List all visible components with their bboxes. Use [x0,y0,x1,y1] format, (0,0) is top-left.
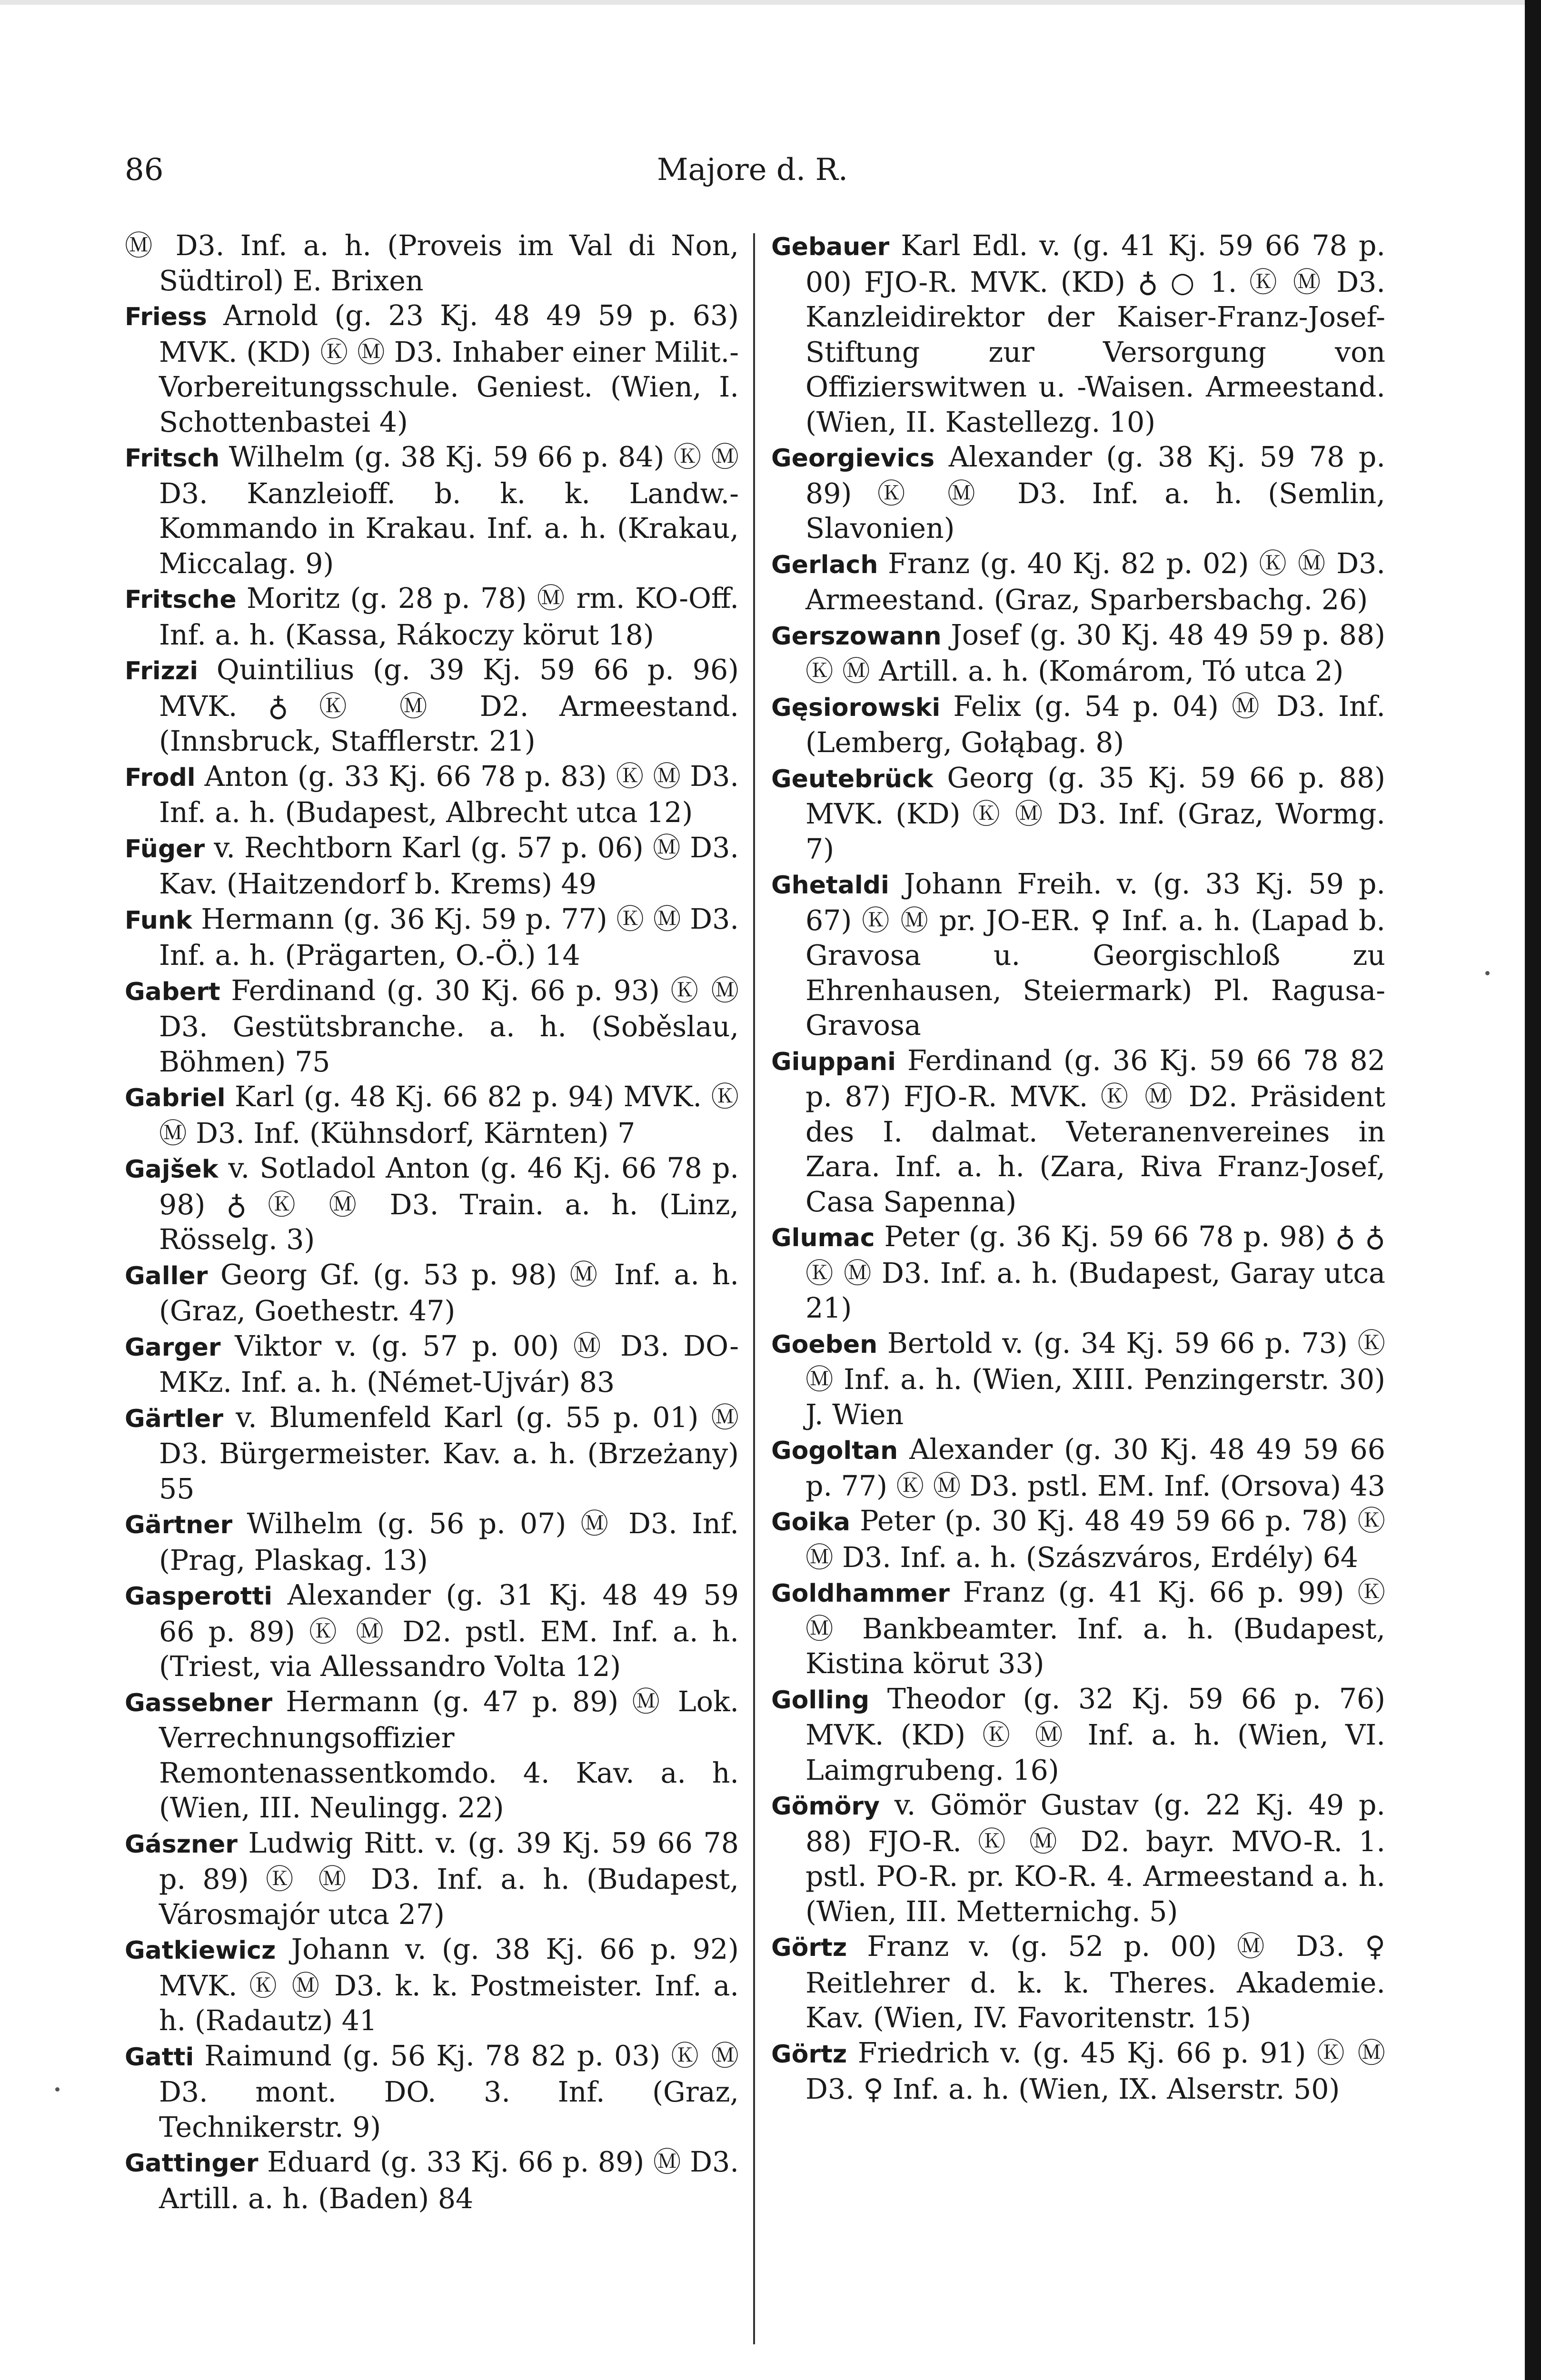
register-entry [771,689,1385,761]
entry-details: Karl Edl. v. (g. 41 Kj. 59 66 78 p. 00) FJO-R. MVK. (KD) ♁ ○ 1. Ⓚ Ⓜ D3. Kanzleidirektor der Kaiser-Franz-Josef-Stiftung zur Versorgung von Offizierswitwen u. -Waisen. Armeestand. (Wien, II. Kastellezg. 10) [805,229,1385,438]
entry-surname: Gatkiewicz [125,1936,276,1965]
entry-details: Arnold (g. 23 Kj. 48 49 59 p. 63) MVK. (KD) Ⓚ Ⓜ D3. Inhaber einer Milit.-Vorbereitungsschule. Geniest. (Wien, I. Schottenbastei 4) [159,299,739,438]
entry-surname: Gärtler [125,1404,224,1433]
entry-details: Ludwig Ritt. v. (g. 39 Kj. 59 66 78 p. 89) Ⓚ Ⓜ D3. Inf. a. h. (Budapest, Városmajór utca 27) [159,1826,739,1931]
entry-surname: Goeben [771,1330,878,1359]
entry-details: Peter (g. 36 Kj. 59 66 78 p. 98) ♁ ♁ Ⓚ Ⓜ D3. Inf. a. h. (Budapest, Garay utca 21) [805,1220,1385,1324]
register-entry [771,1575,1385,1682]
right-column [771,228,1385,2107]
register-entry [771,1043,1385,1220]
entry-surname: Görtz [771,2040,847,2069]
register-entry [771,1504,1385,1575]
entry-details: Raimund (g. 56 Kj. 78 82 p. 03) Ⓚ Ⓜ D3. mont. DO. 3. Inf. (Graz, Technikerstr. 9) [159,2039,739,2143]
entry-surname: Funk [125,906,192,935]
scan-speck [1485,971,1490,975]
entry-surname: Goika [771,1508,850,1537]
register-entry [771,546,1385,618]
entry-details: Johann v. (g. 38 Kj. 66 p. 92) MVK. Ⓚ Ⓜ D3. k. k. Postmeister. Inf. a. h. (Radautz) 41 [159,1933,739,2037]
scan-edge-right [1525,0,1541,2380]
entry-surname: Gerszowann [771,622,942,651]
entry-details: Wilhelm (g. 56 p. 07) Ⓜ D3. Inf. (Prag, Plaskag. 13) [159,1507,739,1577]
entry-details: Eduard (g. 33 Kj. 66 p. 89) Ⓜ D3. Artill. a. h. (Baden) 84 [159,2146,739,2215]
register-entry [771,2036,1385,2107]
entry-surname: Georgievics [771,444,935,473]
entry-surname: Galler [125,1261,208,1290]
register-entry [125,1329,739,1400]
entry-surname: Ghetaldi [771,871,889,900]
register-entry [125,759,739,831]
register-entry [125,1080,739,1151]
register-entry [771,1929,1385,2036]
register-entry [771,1788,1385,1929]
entry-details: Alexander (g. 30 Kj. 48 49 59 66 p. 77) Ⓚ Ⓜ D3. pstl. EM. Inf. (Orsova) 43 [805,1433,1385,1502]
entry-details: Alexander (g. 38 Kj. 59 78 p. 89) Ⓚ Ⓜ D3. Inf. a. h. (Semlin, Slavonien) [805,441,1385,545]
register-entry [771,440,1385,546]
entry-details: Felix (g. 54 p. 04) Ⓜ D3. Inf. (Lemberg, Gołąbag. 8) [805,690,1385,759]
entry-details: Peter (p. 30 Kj. 48 49 59 66 p. 78) Ⓚ Ⓜ D3. Inf. a. h. (Szászváros, Erdély) 64 [805,1505,1385,1574]
entry-surname: Gasperotti [125,1582,273,1611]
register-entry [771,761,1385,867]
entry-details: Hermann (g. 36 Kj. 59 p. 77) Ⓚ Ⓜ D3. Inf. a. h. (Prägarten, O.-Ö.) 14 [159,902,739,972]
scan-speck [55,2087,60,2092]
register-entry [771,1220,1385,1326]
entry-details: Georg Gf. (g. 53 p. 98) Ⓜ Inf. a. h. (Graz, Goethestr. 47) [159,1258,739,1327]
running-title: Majore d. R. [657,152,848,188]
entry-surname: Fritsche [125,585,237,614]
entry-surname: Gászner [125,1830,238,1859]
entry-details: Moritz (g. 28 p. 78) Ⓜ rm. KO-Off. Inf. a. h. (Kassa, Rákoczy körut 18) [159,582,739,651]
entry-surname: Gattinger [125,2149,258,2178]
entry-surname: Gerlach [771,550,878,579]
scan-edge-top [0,0,1541,5]
entry-details: Franz v. (g. 52 p. 00) Ⓜ D3. ♀ Reitlehrer d. k. k. Theres. Akademie. Kav. (Wien, IV. Favoritenstr. 15) [805,1930,1385,2034]
entry-details: Alexander (g. 31 Kj. 48 49 59 66 p. 89) Ⓚ Ⓜ D2. pstl. EM. Inf. a. h. (Triest, via Allessandro Volta 12) [159,1579,739,1683]
entry-details: Theodor (g. 32 Kj. 59 66 p. 76) MVK. (KD) Ⓚ Ⓜ Inf. a. h. (Wien, VI. Laimgrubeng. 16) [805,1682,1385,1786]
register-entry [125,440,739,581]
register-entry [125,2039,739,2145]
entry-surname: Gömöry [771,1792,880,1821]
register-entry [125,1400,739,1507]
entry-surname: Füger [125,834,205,863]
register-entry [771,228,1385,440]
entry-details: Ferdinand (g. 36 Kj. 59 66 78 82 p. 87) FJO-R. MVK. Ⓚ Ⓜ D2. Präsident des I. dalmat. Veteranenvereines in Zara. Inf. a. h. (Zara, Riva Franz-Josef, Casa Sapenna) [805,1044,1385,1218]
entry-details: Franz (g. 41 Kj. 66 p. 99) Ⓚ Ⓜ Bankbeamter. Inf. a. h. (Budapest, Kistina körut 33) [805,1576,1385,1680]
register-entry [125,1507,739,1578]
register-entry [771,1432,1385,1504]
entry-details: Franz (g. 40 Kj. 82 p. 02) Ⓚ Ⓜ D3. Armeestand. (Graz, Sparbersbachg. 26) [805,547,1385,616]
entry-details: Johann Freih. v. (g. 33 Kj. 59 p. 67) Ⓚ Ⓜ pr. JO-ER. ♀ Inf. a. h. (Lapad b. Gravosa u. Georgischloß zu Ehrenhausen, Steiermark) Pl. Ragusa-Gravosa [805,868,1385,1041]
register-entry [125,973,739,1080]
entry-surname: Görtz [771,1934,847,1962]
entry-details: Georg (g. 35 Kj. 59 66 p. 88) MVK. (KD) Ⓚ Ⓜ D3. Inf. (Graz, Wormg. 7) [805,761,1385,865]
entry-details: v. Gömör Gustav (g. 22 Kj. 49 p. 88) FJO-R. Ⓚ Ⓜ D2. bayr. MVO-R. 1. pstl. PO-R. pr. KO-R. 4. Armeestand a. h. (Wien, III. Metternichg. 5) [805,1789,1385,1928]
register-entry [125,1258,739,1329]
entry-surname: Gatti [125,2043,194,2072]
entry-surname: Gärtner [125,1511,233,1539]
register-entry [125,2145,739,2216]
register-entry [125,831,739,902]
entry-surname: Garger [125,1333,221,1362]
entry-surname: Gabert [125,977,220,1006]
entry-details: Friedrich v. (g. 45 Kj. 66 p. 91) Ⓚ Ⓜ D3. ♀ Inf. a. h. (Wien, IX. Alserstr. 50) [805,2036,1385,2105]
register-entry [125,1578,739,1685]
entry-surname: Gogoltan [771,1437,898,1465]
column-rule [753,233,755,2344]
entry-details: v. Sotladol Anton (g. 46 Kj. 66 78 p. 98) ♁ Ⓚ Ⓜ D3. Train. a. h. (Linz, Rösselg. 3) [159,1152,739,1256]
entry-surname: Gęsiorowski [771,693,941,722]
register-entry [125,1685,739,1826]
entry-details: Josef (g. 30 Kj. 48 49 59 p. 88) Ⓚ Ⓜ Artill. a. h. (Komárom, Tó utca 2) [805,618,1385,687]
register-entry [771,867,1385,1043]
entry-surname: Friess [125,303,207,331]
entry-surname: Geutebrück [771,764,934,793]
entry-details: Quintilius (g. 39 Kj. 59 66 p. 96) MVK. ♁ Ⓚ Ⓜ D2. Armeestand. (Innsbruck, Stafflerstr. 21) [159,654,739,757]
entry-surname: Goldhammer [771,1579,950,1608]
register-entry [771,1682,1385,1788]
entry-details: Ⓜ D3. Inf. a. h. (Proveis im Val di Non, Südtirol) E. Brixen [125,229,739,297]
page-number: 86 [125,152,164,188]
register-entry [125,298,739,440]
entry-surname: Fritsch [125,444,220,473]
entry-surname: Frizzi [125,657,199,685]
register-entry [771,618,1385,689]
entry-details: Hermann (g. 47 p. 89) Ⓜ Lok. Verrechnungsoffizier Remontenassentkomdo. 4. Kav. a. h. (Wien, III. Neulingg. 22) [159,1685,739,1824]
register-entry [125,902,739,973]
entry-details: Bertold v. (g. 34 Kj. 59 66 p. 73) Ⓚ Ⓜ Inf. a. h. (Wien, XIII. Penzingerstr. 30) J. Wien [805,1327,1385,1431]
entry-details: v. Rechtborn Karl (g. 57 p. 06) Ⓜ D3. Kav. (Haitzendorf b. Krems) 49 [159,831,739,900]
register-entry [125,653,739,759]
entry-surname: Gassebner [125,1688,273,1717]
entry-surname: Gajšek [125,1155,219,1184]
entry-details: Ferdinand (g. 30 Kj. 66 p. 93) Ⓚ Ⓜ D3. Gestütsbranche. a. h. (Soběslau, Böhmen) 75 [159,974,739,1078]
register-entry [125,1151,739,1258]
register-entry [125,1932,739,2039]
register-entry [125,228,739,298]
register-entry [125,1826,739,1933]
entry-details: Karl (g. 48 Kj. 66 82 p. 94) MVK. Ⓚ Ⓜ D3. Inf. (Kühnsdorf, Kärnten) 7 [159,1081,739,1150]
entry-details: Anton (g. 33 Kj. 66 78 p. 83) Ⓚ Ⓜ D3. Inf. a. h. (Budapest, Albrecht utca 12) [159,760,739,829]
entry-surname: Gabriel [125,1084,226,1112]
register-entry [771,1326,1385,1433]
register-entry [125,581,739,653]
left-column [125,228,739,2216]
entry-surname: Glumac [771,1224,875,1252]
entry-surname: Gebauer [771,233,890,261]
entry-surname: Frodl [125,763,196,792]
entry-surname: Golling [771,1686,870,1715]
entry-surname: Giuppani [771,1047,896,1076]
entry-details: Viktor v. (g. 57 p. 00) Ⓜ D3. DO-MKz. Inf. a. h. (Német-Ujvár) 83 [159,1329,739,1398]
entry-details: v. Blumenfeld Karl (g. 55 p. 01) Ⓜ D3. Bürgermeister. Kav. a. h. (Brzeżany) 55 [159,1401,739,1505]
entry-details: Wilhelm (g. 38 Kj. 59 66 p. 84) Ⓚ Ⓜ D3. Kanzleioff. b. k. k. Landw.-Kommando in Krakau. Inf. a. h. (Krakau, Miccalag. 9) [159,441,739,580]
